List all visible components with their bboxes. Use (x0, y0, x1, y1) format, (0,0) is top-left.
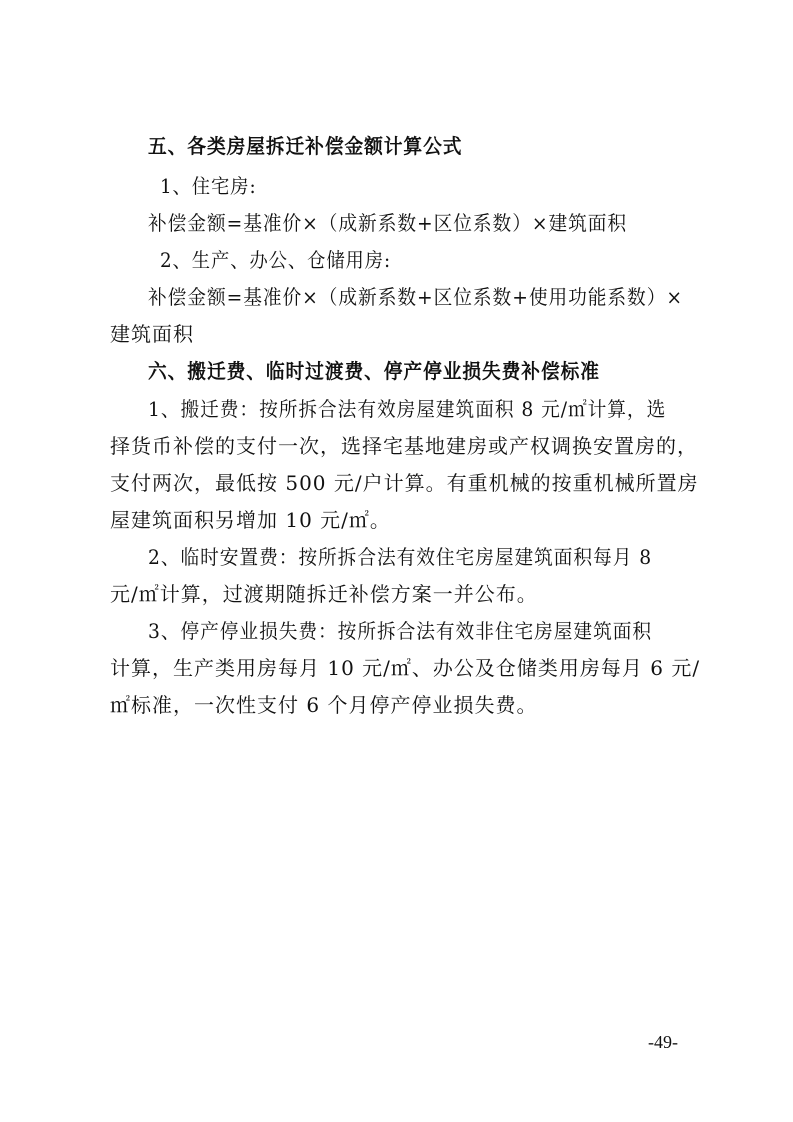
section-6-heading: 六、搬迁费、临时过渡费、停产停业损失费补偿标准 (148, 359, 600, 383)
item-production-label: 2、生产、办公、仓储用房: (160, 248, 392, 272)
formula-residential: 补偿金额=基准价×（成新系数+区位系数）×建筑面积 (148, 211, 628, 235)
item-residential-label: 1、住宅房: (160, 174, 257, 198)
relocation-fee-line1: 1、搬迁费：按所拆合法有效房屋建筑面积 8 元/㎡计算，选 (148, 397, 667, 421)
formula-production-line1: 补偿金额=基准价×（成新系数+区位系数+使用功能系数）× (148, 285, 683, 309)
relocation-fee-line4: 屋建筑面积另增加 10 元/㎡。 (110, 508, 391, 532)
relocation-fee-line2: 择货币补偿的支付一次，选择宅基地建房或产权调换安置房的， (110, 434, 698, 458)
business-loss-line1: 3、停产停业损失费：按所拆合法有效非住宅房屋建筑面积 (148, 619, 653, 643)
formula-production-line2: 建筑面积 (110, 322, 194, 346)
temporary-fee-line2: 元/㎡计算，过渡期随拆迁补偿方案一并公布。 (110, 582, 538, 606)
relocation-fee-line3: 支付两次，最低按 500 元/户计算。有重机械的按重机械所置房 (110, 471, 699, 495)
business-loss-line2: 计算，生产类用房每月 10 元/㎡、办公及仓储类用房每月 6 元/ (110, 656, 701, 680)
section-5-heading: 五、各类房屋拆迁补偿金额计算公式 (148, 134, 463, 158)
page-number: -49- (648, 1032, 678, 1052)
temporary-fee-line1: 2、临时安置费：按所拆合法有效住宅房屋建筑面积每月 8 (148, 545, 653, 569)
business-loss-line3: ㎡标准，一次性支付 6 个月停产停业损失费。 (110, 693, 538, 717)
